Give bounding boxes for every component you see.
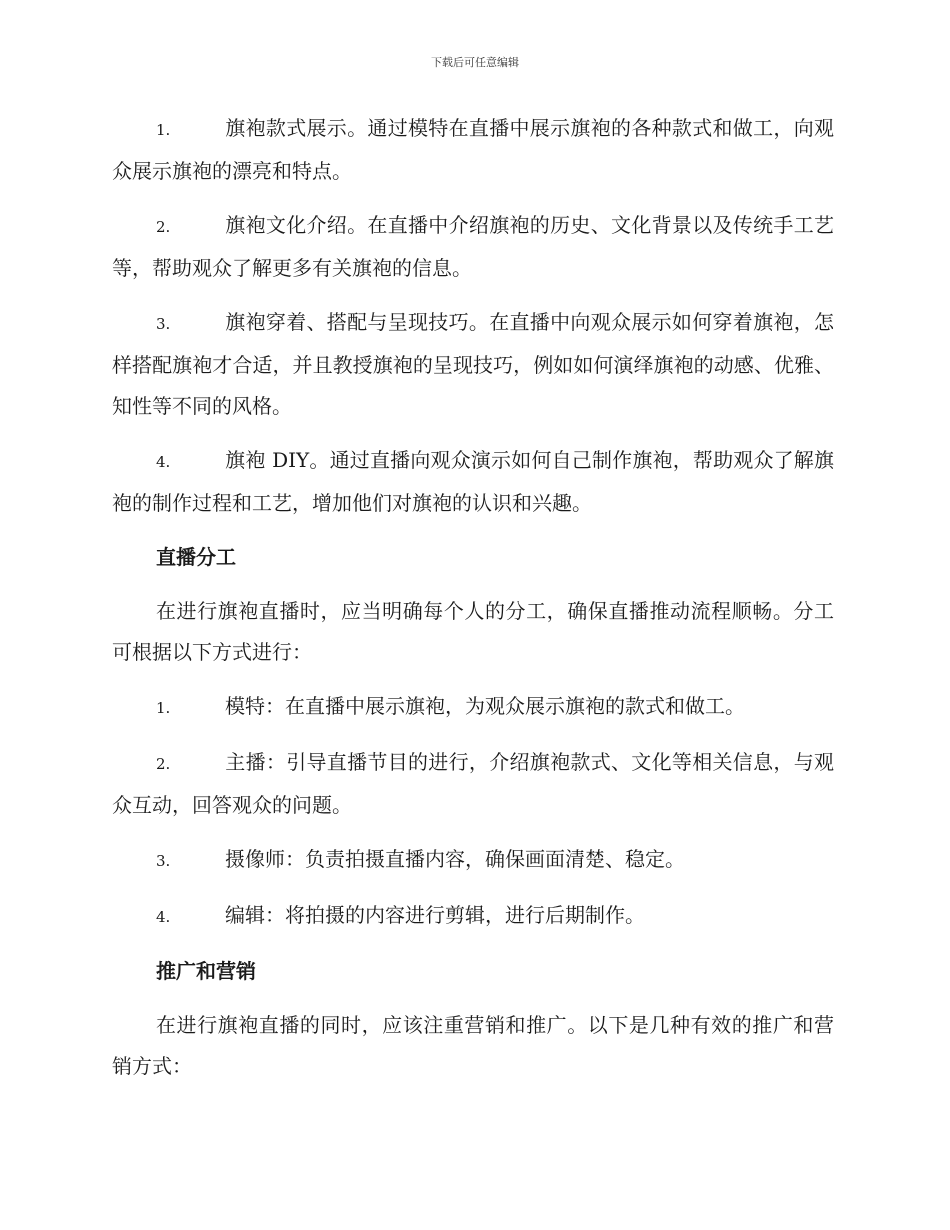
section-heading-division: 直播分工 xyxy=(156,545,236,569)
list-item xyxy=(112,302,834,427)
list-text: 模特：在直播中展示旗袍，为观众展示旗袍的款式和做工。 xyxy=(225,694,745,718)
list-item xyxy=(112,205,834,289)
header-note: 下载后可任意编辑 xyxy=(431,56,519,69)
list-text: 旗袍穿着、搭配与呈现技巧。在直播中向观众展示如何穿着旗袍，怎样搭配旗袍才合适，并且教授旗袍的呈现技巧，例如如何演绎旗袍的动感、优雅、知性等不同的风格。 xyxy=(112,310,834,418)
list-number: 4. xyxy=(156,908,171,926)
list-text: 旗袍款式展示。通过模特在直播中展示旗袍的各种款式和做工，向观众展示旗袍的漂亮和特点。 xyxy=(112,116,834,183)
list-text: 摄像师：负责拍摄直播内容，确保画面清楚、稳定。 xyxy=(225,847,685,871)
list-item xyxy=(112,742,834,826)
list-text: 编辑：将拍摄的内容进行剪辑，进行后期制作。 xyxy=(225,903,645,927)
list-number: 3. xyxy=(156,315,171,333)
list-item xyxy=(112,108,834,192)
list-item xyxy=(112,839,834,882)
document-body xyxy=(112,108,834,1087)
list-number: 1. xyxy=(156,699,171,717)
list-number: 4. xyxy=(156,453,171,471)
list-number: 2. xyxy=(156,218,171,236)
section-intro-division: 在进行旗袍直播时，应当明确每个人的分工，确保直播推动流程顺畅。分工可根据以下方式进行： xyxy=(112,599,834,664)
list-number: 3. xyxy=(156,852,171,870)
list-text: 旗袍文化介绍。在直播中介绍旗袍的历史、文化背景以及传统手工艺等，帮助观众了解更多有关旗袍的信息。 xyxy=(112,213,834,280)
list-number: 1. xyxy=(156,121,171,139)
section-intro-marketing: 在进行旗袍直播的同时，应该注重营销和推广。以下是几种有效的推广和营销方式： xyxy=(112,1013,834,1078)
list-item xyxy=(112,686,834,729)
list-number: 2. xyxy=(156,755,171,773)
list-item xyxy=(112,440,834,524)
section-heading-marketing: 推广和营销 xyxy=(156,959,256,983)
list-text: 旗袍 DIY。通过直播向观众演示如何自己制作旗袍，帮助观众了解旗袍的制作过程和工艺，增加他们对旗袍的认识和兴趣。 xyxy=(112,448,834,515)
list-item xyxy=(112,895,834,938)
list-text: 主播：引导直播节目的进行，介绍旗袍款式、文化等相关信息，与观众互动，回答观众的问题。 xyxy=(112,750,834,817)
